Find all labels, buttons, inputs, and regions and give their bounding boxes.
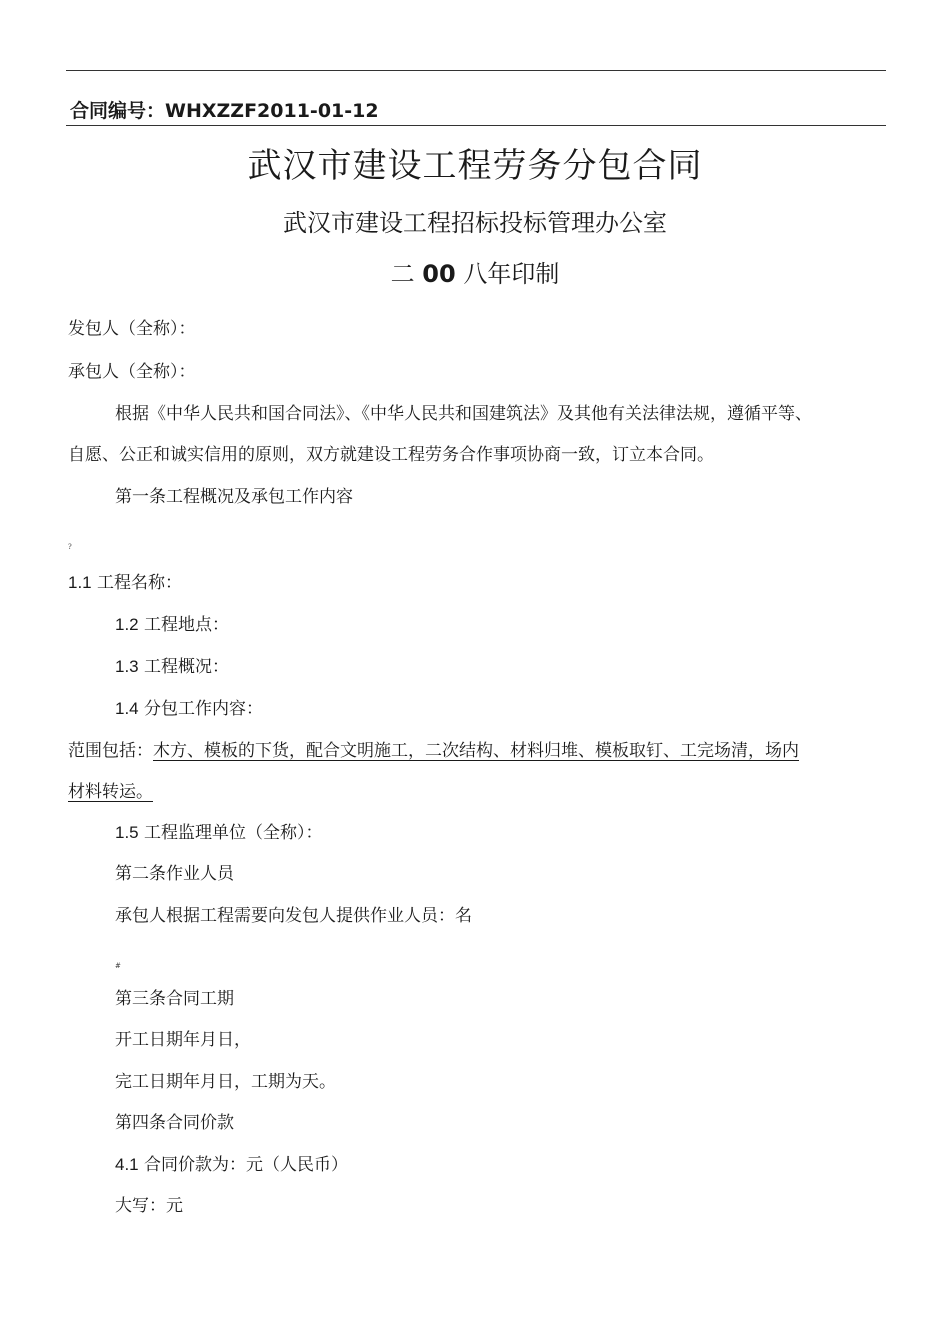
item-1-2-number: 1.2 xyxy=(115,615,139,634)
scope-line-1 xyxy=(68,736,799,761)
capital-amount: 大写：元 xyxy=(115,1196,183,1216)
contract-number-label: 合同编号： xyxy=(70,100,166,122)
print-year-num: 00 xyxy=(422,260,456,288)
item-1-2 xyxy=(115,610,229,635)
document-title: 武汉市建设工程劳务分包合同 xyxy=(247,146,703,186)
item-4-1-number: 4.1 xyxy=(115,1155,139,1174)
article-1-mark: ? xyxy=(68,543,72,551)
print-year-post: 八年印制 xyxy=(463,260,560,288)
print-year-pre: 二 xyxy=(390,260,415,288)
end-date: 完工日期年月日，工期为天。 xyxy=(115,1072,336,1092)
item-4-1-label: 合同价款为：元（人民币） xyxy=(138,1155,349,1175)
preamble-line-1: 根据《中华人民共和国合同法》、《中华人民共和国建筑法》及其他有关法律法规，遵循平等、 xyxy=(115,404,812,424)
preamble-line-2: 自愿、公正和诚实信用的原则，双方就建设工程劳务合作事项协商一致，订立本合同。 xyxy=(68,445,714,465)
top-rule xyxy=(66,70,886,71)
item-1-3-label: 工程概况： xyxy=(138,657,230,677)
contractor-line: 承包人（全称）： xyxy=(68,362,196,382)
item-1-5 xyxy=(115,818,323,843)
article-4-heading: 第四条合同价款 xyxy=(115,1113,234,1133)
issuer-name: 武汉市建设工程招标投标管理办公室 xyxy=(283,209,667,237)
article-1-heading: 第一条工程概况及承包工作内容 xyxy=(115,487,353,507)
item-1-3 xyxy=(115,652,229,677)
item-1-1-label: 工程名称： xyxy=(91,573,183,593)
contract-number-value: WHXZZF2011-01-12 xyxy=(165,100,379,122)
print-year xyxy=(0,254,950,289)
contract-number xyxy=(70,96,379,123)
item-4-1 xyxy=(115,1150,348,1175)
item-1-4 xyxy=(115,694,263,719)
scope-label: 范围包括： xyxy=(68,741,153,761)
item-1-2-label: 工程地点： xyxy=(138,615,230,635)
item-1-1 xyxy=(68,568,182,593)
scope-text-1: 木方、模板的下货，配合文明施工，二次结构、材料归堆、模板取钉、工完场清，场内 xyxy=(153,741,799,761)
article-2-mark: # xyxy=(115,962,121,970)
item-1-1-number: 1.1 xyxy=(68,573,92,592)
item-1-5-label: 工程监理单位（全称）： xyxy=(138,823,323,843)
item-1-3-number: 1.3 xyxy=(115,657,139,676)
article-2-heading: 第二条作业人员 xyxy=(115,864,234,884)
item-1-4-label: 分包工作内容： xyxy=(138,699,264,719)
scope-text-2: 材料转运。 xyxy=(68,782,153,802)
header-rule xyxy=(66,125,886,126)
item-1-5-number: 1.5 xyxy=(115,823,139,842)
article-2-text: 承包人根据工程需要向发包人提供作业人员：名 xyxy=(115,906,472,926)
employer-line: 发包人（全称）： xyxy=(68,319,196,339)
item-1-4-number: 1.4 xyxy=(115,699,139,718)
article-3-heading: 第三条合同工期 xyxy=(115,989,234,1009)
start-date: 开工日期年月日， xyxy=(115,1030,251,1050)
